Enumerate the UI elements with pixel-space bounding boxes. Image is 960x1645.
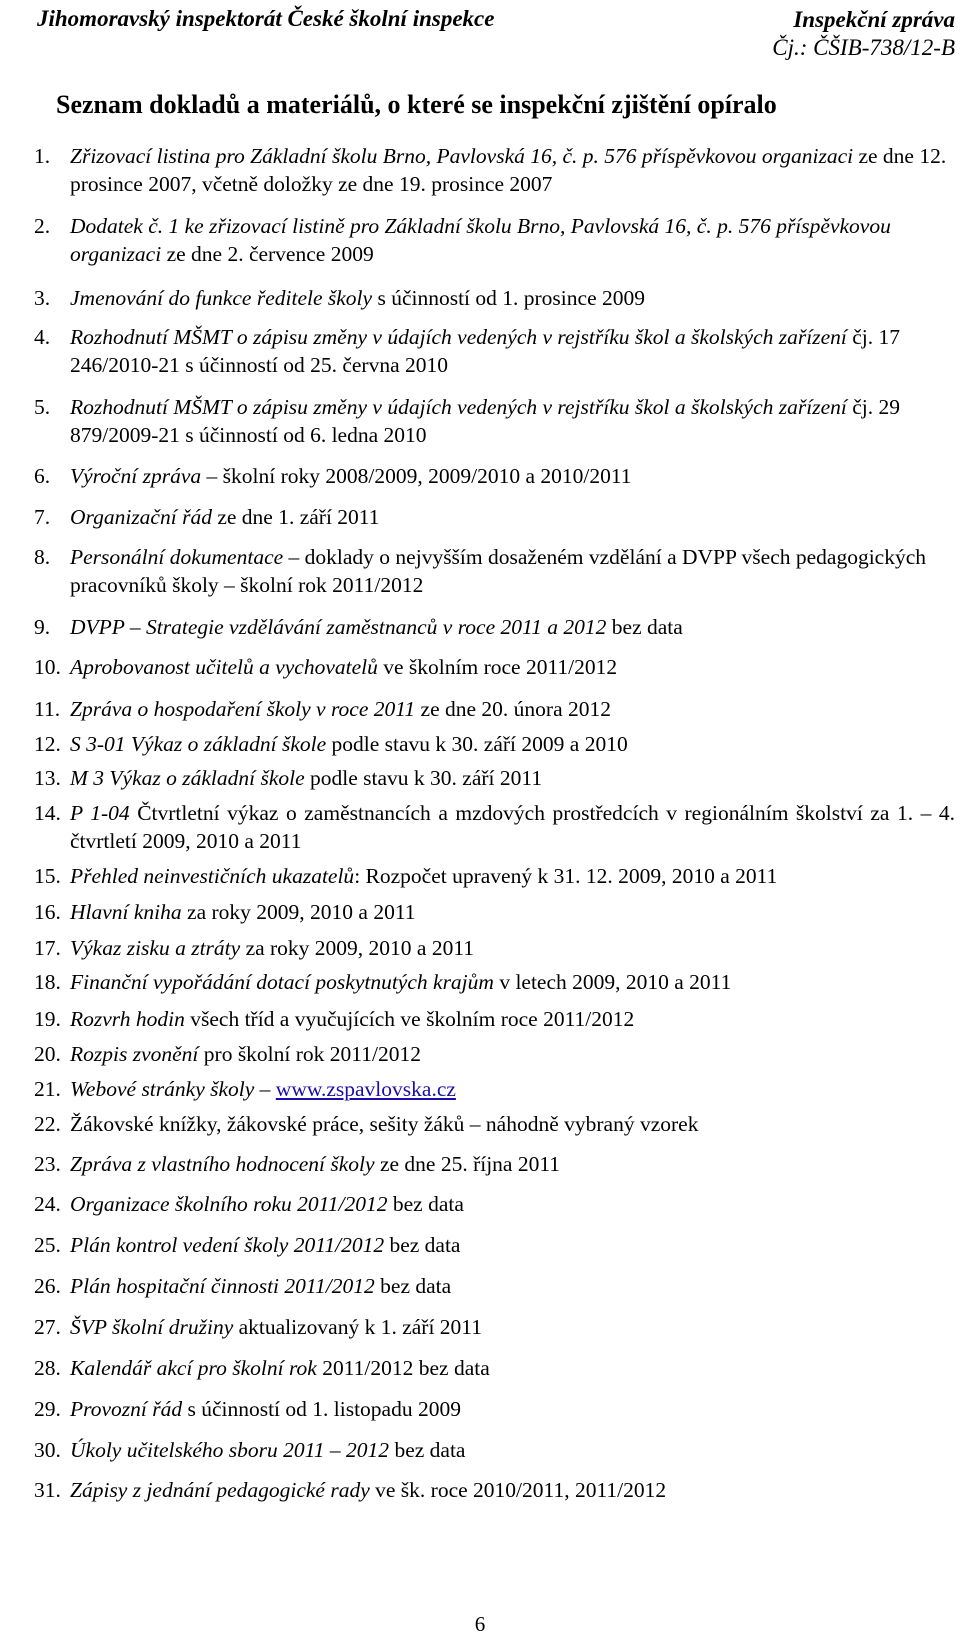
list-item-text [70,1040,955,1068]
list-item-number: 28. [34,1356,61,1380]
header-doc-type: Inspekční zpráva [793,7,955,32]
document-name: Jmenování do funkce ředitele školy [70,286,373,310]
document-name: Kalendář akcí pro školní rok [70,1356,317,1380]
list-item-number: 17. [34,936,61,960]
document-details: – [254,1077,276,1101]
document-details: ve školním roce 2011/2012 [377,655,618,679]
document-details: za roky 2009, 2010 a 2011 [181,900,416,924]
list-item-text [70,1110,955,1138]
document-details: za roky 2009, 2010 a 2011 [240,936,475,960]
list-item-text [70,393,955,449]
document-name: S 3-01 Výkaz o základní škole [70,732,327,756]
list-item-text [70,1313,955,1341]
document-details: čj. 17 246/2010-21 s účinností od 25. června 2010 [70,325,901,377]
list-item-text [70,142,955,198]
list-item-number: 1. [34,144,51,168]
document-name: Finanční vypořádání dotací poskytnutých krajům [70,970,494,994]
document-details: ze dne 20. února 2012 [415,697,611,721]
document-details: bez data [384,1233,461,1257]
document-details: 2011/2012 bez data [316,1356,490,1380]
list-item-text [70,462,955,490]
document-name: Zpráva o hospodaření školy v roce 2011 [70,697,416,721]
document-details: – doklady o nejvyšším dosaženém vzdělání a DVPP všech pedagogických pracovníků školy – školní rok 2011/2012 [70,545,927,597]
list-item-number: 7. [34,505,51,529]
document-details: bez data [387,1192,464,1216]
list-item-number: 25. [34,1233,61,1257]
document-details: ze dne 1. září 2011 [211,505,380,529]
document-details: bez data [606,615,683,639]
document-name: Provozní řád [70,1397,183,1421]
document-name: Rozvrh hodin [70,1007,185,1031]
list-item-number: 12. [34,732,61,756]
list-item-text [70,1075,955,1103]
document-name: Dodatek č. 1 ke zřizovací listině pro Základní školu Brno, Pavlovská 16, č. p. 576 příspěvkovou organizaci [70,214,891,266]
list-item-text [70,1150,955,1178]
document-name: Přehled neinvestičních ukazatelů [70,864,355,888]
document-name: DVPP – Strategie vzdělávání zaměstnanců v roce 2011 a 2012 [70,615,607,639]
document-name: Webové stránky školy [70,1077,255,1101]
list-item-text [70,212,955,268]
list-item-text [70,1005,955,1033]
document-details: Žákovské knížky, žákovské práce, sešity žáků – náhodně vybraný vzorek [70,1112,699,1136]
document-details: ze dne 12. prosince 2007, včetně doložky ze dne 19. prosince 2007 [70,144,947,196]
section-title: Seznam dokladů a materiálů, o které se inspekční zjištění opíralo [56,90,777,119]
document-details: – školní roky 2008/2009, 2009/2010 a 2010/2011 [201,464,632,488]
list-item-text [70,1395,955,1423]
list-item-text [70,1476,955,1504]
list-item-number: 27. [34,1315,61,1339]
list-item-number: 21. [34,1077,61,1101]
document-name: Rozhodnutí MŠMT o zápisu změny v údajích vedených v rejstříku škol a školských zařízení [70,395,847,419]
list-item-number: 3. [34,286,51,310]
list-item-number: 5. [34,395,51,419]
document-details: aktualizovaný k 1. září 2011 [233,1315,482,1339]
list-item-number: 23. [34,1152,61,1176]
list-item-text [70,764,955,792]
list-item-number: 20. [34,1042,61,1066]
list-item-text [70,1436,955,1464]
list-item-text [70,1231,955,1259]
website-link[interactable]: www.zspavlovska.cz [275,1077,456,1101]
header-right-block [772,6,955,62]
document-details: podle stavu k 30. září 2011 [304,766,543,790]
document-details: pro školní rok 2011/2012 [198,1042,421,1066]
document-details: s účinností od 1. prosince 2009 [372,286,645,310]
document-details: bez data [374,1274,452,1298]
document-details: ze dne 25. října 2011 [374,1152,561,1176]
list-item-number: 31. [34,1478,61,1502]
document-name: Hlavní kniha [70,900,182,924]
list-item-text [70,284,955,312]
document-name: ŠVP školní družiny [70,1315,234,1339]
list-item-text [70,653,955,681]
list-item-text [70,968,955,996]
list-item-text [70,1354,955,1382]
document-details: všech tříd a vyučujících ve školním roce 2011/2012 [184,1007,635,1031]
list-item-text [70,1190,955,1218]
list-item-text [70,934,955,962]
document-name: Organizační řád [70,505,212,529]
list-item-number: 19. [34,1007,61,1031]
list-item-number: 8. [34,545,51,569]
document-details: ve šk. roce 2010/2011, 2011/2012 [369,1478,667,1502]
document-details: čj. 29 879/2009-21 s účinností od 6. ledna 2010 [70,395,901,447]
list-item-text [70,730,955,758]
list-item-number: 30. [34,1438,61,1462]
list-item-text [70,613,955,641]
list-item-number: 2. [34,214,51,238]
document-name: Úkoly učitelského sboru 2011 – 2012 [70,1438,390,1462]
list-item-number: 4. [34,325,51,349]
list-item-number: 16. [34,900,61,924]
list-item-number: 26. [34,1274,61,1298]
document-name: Plán hospitační činnosti 2011/2012 [70,1274,375,1298]
list-item-number: 10. [34,655,61,679]
header-organization: Jihomoravský inspektorát České školní inspekce [37,6,495,31]
document-name: Organizace školního roku 2011/2012 [70,1192,388,1216]
document-details: : Rozpočet upravený k 31. 12. 2009, 2010 a 2011 [354,864,778,888]
list-item-number: 14. [34,801,61,825]
document-name: Rozpis zvonění [70,1042,199,1066]
document-details: v letech 2009, 2010 a 2011 [493,970,732,994]
document-details: Čtvrtletní výkaz o zaměstnancích a mzdových prostředcích v regionálním školství za 1. – 4. čtvrtletí 2009, 2010 a 2011 [70,801,956,853]
document-name: M 3 Výkaz o základní škole [70,766,305,790]
list-item-text [70,695,955,723]
list-item-text [70,323,955,379]
list-item-text [70,898,955,926]
list-item-number: 18. [34,970,61,994]
document-details: ze dne 2. července 2009 [161,242,374,266]
document-name: Zápisy z jednání pedagogické rady [70,1478,370,1502]
list-item-number: 24. [34,1192,61,1216]
document-name: Zpráva z vlastního hodnocení školy [70,1152,375,1176]
page-number: 6 [474,1612,486,1636]
list-item-text [70,543,955,599]
document-details: podle stavu k 30. září 2009 a 2010 [326,732,628,756]
list-item-text [70,1272,955,1300]
list-item-number: 15. [34,864,61,888]
document-name: Zřizovací listina pro Základní školu Brno, Pavlovská 16, č. p. 576 příspěvkovou organizaci [70,144,854,168]
list-item-number: 9. [34,615,51,639]
header-reference: Čj.: ČŠIB-738/12-B [772,35,955,60]
list-item-text [70,799,955,855]
document-name: Personální dokumentace [70,545,284,569]
list-item-number: 29. [34,1397,61,1421]
list-item-number: 6. [34,464,51,488]
list-item-text [70,503,955,531]
document-name: Rozhodnutí MŠMT o zápisu změny v údajích vedených v rejstříku škol a školských zařízení [70,325,847,349]
document-name: Výkaz zisku a ztráty [70,936,241,960]
list-item-number: 11. [34,697,61,721]
list-item-number: 13. [34,766,61,790]
document-name: Výroční zpráva [70,464,202,488]
document-name: Aprobovanost učitelů a vychovatelů [70,655,378,679]
document-name: Plán kontrol vedení školy 2011/2012 [70,1233,385,1257]
document-details: s účinností od 1. listopadu 2009 [182,1397,461,1421]
document-details: bez data [389,1438,466,1462]
list-item-text [70,862,955,890]
document-name: P 1-04 [70,801,130,825]
list-item-number: 22. [34,1112,61,1136]
